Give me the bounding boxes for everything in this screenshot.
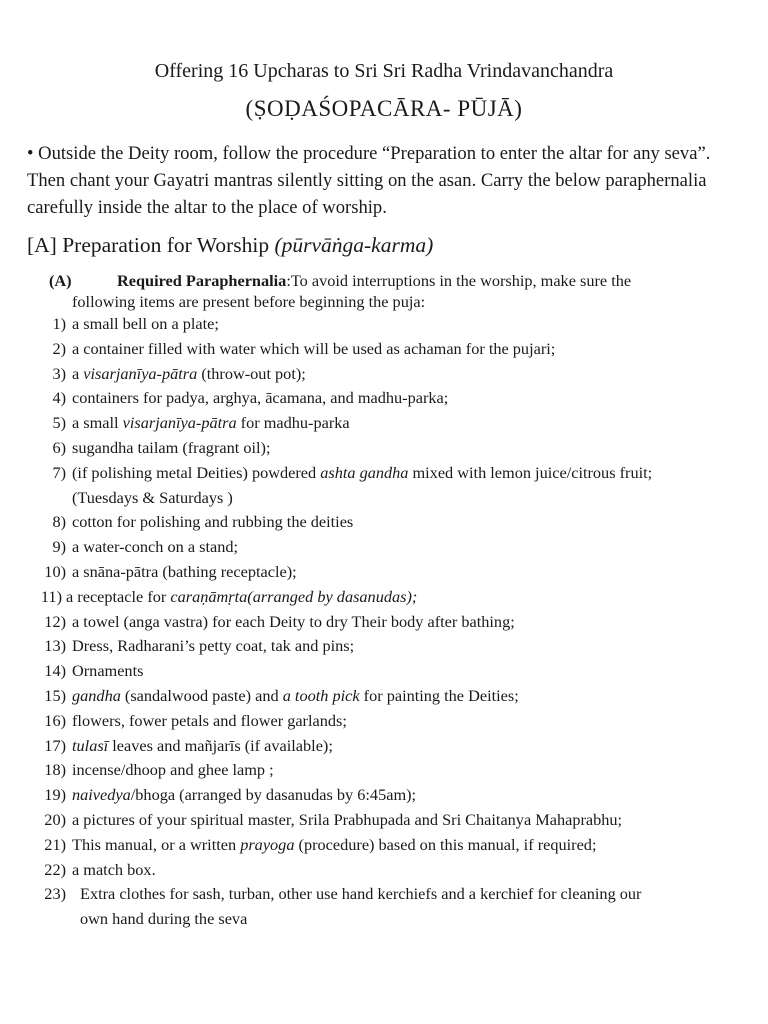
list-item-italic: naivedya xyxy=(72,785,131,805)
list-item-segment: containers for padya, arghya, ācamana, and madhu-parka; xyxy=(72,388,449,408)
list-item-segment: a pictures of your spiritual master, Srila Prabhupada and Sri Chaitanya Mahaprabhu; xyxy=(72,809,623,829)
list-item-text xyxy=(72,684,722,709)
list-item-segment: leaves and mañjarīs (if available); xyxy=(108,735,333,755)
list-item xyxy=(0,560,768,585)
list-item xyxy=(0,585,768,610)
list-item xyxy=(0,535,768,560)
list-item-segment: a water-conch on a stand; xyxy=(72,537,239,557)
list-item-segment: a xyxy=(72,363,84,383)
list-item-number: 2) xyxy=(52,338,66,358)
page-subtitle: (ṢOḌAŚOPACĀRA- PŪJĀ) xyxy=(245,96,523,121)
list-item-continuation: (Tuesdays & Saturdays ) xyxy=(72,487,233,507)
list-item-segment: incense/dhoop and ghee lamp ; xyxy=(72,760,274,780)
list-item-text xyxy=(72,659,722,684)
list-item-text xyxy=(66,585,716,610)
list-item xyxy=(0,783,768,808)
list-item xyxy=(0,734,768,759)
list-item-segment: a receptacle for xyxy=(66,586,171,606)
list-item-segment: (procedure) based on this manual, if required; xyxy=(294,834,597,854)
list-item-text xyxy=(72,808,722,833)
list-item-text xyxy=(72,858,722,883)
list-item xyxy=(0,808,768,833)
list-item xyxy=(0,461,768,511)
list-item xyxy=(0,312,768,337)
section-heading xyxy=(27,231,433,259)
intro-paragraph: • Outside the Deity room, follow the procedure “Preparation to enter the altar for any seva”. Then chant your Gayatri mantras silently sitting on the asan. Carry the below paraphernalia carefully inside the altar to the place of worship. xyxy=(27,143,711,218)
list-item-text xyxy=(72,436,722,461)
list-item-number: 19) xyxy=(44,785,66,805)
list-item-text xyxy=(72,709,722,734)
list-item-number: 17) xyxy=(44,735,66,755)
subsection-label: Required Paraphernalia xyxy=(117,271,287,290)
list-item-number: 6) xyxy=(52,437,66,457)
list-item-number: 9) xyxy=(52,537,66,557)
list-item-text xyxy=(72,461,722,511)
list-item-text xyxy=(72,312,722,337)
subsection-continuation: following items are present before beginning the puja: xyxy=(72,292,426,311)
list-item-italic: tulasī xyxy=(72,735,109,755)
list-item-number: 11) xyxy=(40,586,62,606)
list-item xyxy=(0,858,768,883)
list-item-italic: ashta gandha xyxy=(320,462,409,482)
list-item-text xyxy=(72,560,722,585)
list-item-number: 20) xyxy=(44,809,66,829)
list-item-number: 10) xyxy=(44,561,66,581)
list-item-number: 3) xyxy=(52,363,66,383)
list-item-segment: (if polishing metal Deities) powdered xyxy=(72,462,321,482)
list-item xyxy=(0,362,768,387)
list-item xyxy=(0,411,768,436)
list-item-text xyxy=(72,362,722,387)
list-item-number: 23) xyxy=(44,884,66,904)
list-item-text xyxy=(72,411,722,436)
list-item-number: 21) xyxy=(44,834,66,854)
list-item-number: 16) xyxy=(44,710,66,730)
list-item-text xyxy=(72,610,722,635)
list-item-number: 8) xyxy=(52,512,66,532)
list-item-number: 18) xyxy=(44,760,66,780)
section-heading-italic: (pūrvāṅga-karma) xyxy=(274,233,434,257)
list-item xyxy=(0,610,768,635)
list-item-text xyxy=(72,386,722,411)
list-item-continuation: own hand during the seva xyxy=(80,909,248,929)
list-item-segment: a snāna-pātra (bathing receptacle); xyxy=(72,561,297,581)
list-item-segment: This manual, or a written xyxy=(72,834,241,854)
list-item-segment: a towel (anga vastra) for each Deity to dry Their body after bathing; xyxy=(72,611,515,631)
subsection-marker: (A) xyxy=(49,271,72,290)
list-item-italic: visarjanīya-pātra xyxy=(122,413,237,433)
list-item-segment: sugandha tailam (fragrant oil); xyxy=(72,437,271,457)
list-item-italic: gandha xyxy=(72,685,121,705)
list-item-italic: caraṇāmṛta(arranged by dasanudas); xyxy=(170,586,418,606)
list-item-segment: (throw-out pot); xyxy=(197,363,306,383)
list-item xyxy=(0,386,768,411)
page-title: Offering 16 Upcharas to Sri Sri Radha Vrindavanchandra xyxy=(154,60,614,82)
list-item-segment: a match box. xyxy=(72,859,156,879)
list-item-italic: a tooth pick xyxy=(282,685,360,705)
list-item xyxy=(0,758,768,783)
list-item xyxy=(0,436,768,461)
list-item-segment: flowers, fower petals and flower garlands; xyxy=(72,710,347,730)
section-heading-text: [A] Preparation for Worship xyxy=(27,233,275,257)
list-item-text xyxy=(72,734,722,759)
list-item-segment: mixed with lemon juice/citrous fruit; xyxy=(408,462,653,482)
list-item xyxy=(0,659,768,684)
list-item-text xyxy=(80,882,720,932)
list-item xyxy=(0,833,768,858)
list-item-segment: a container filled with water which will be used as achaman for the pujari; xyxy=(72,338,556,358)
list-item-text xyxy=(72,337,722,362)
list-item-number: 5) xyxy=(52,413,66,433)
list-item xyxy=(0,709,768,734)
list-item-number: 4) xyxy=(52,388,66,408)
list-item-number: 22) xyxy=(44,859,66,879)
list-item-segment: (sandalwood paste) and xyxy=(120,685,283,705)
list-item-text xyxy=(72,535,722,560)
list-item-segment: for painting the Deities; xyxy=(359,685,519,705)
list-item-segment: /bhoga (arranged by dasanudas by 6:45am); xyxy=(130,785,417,805)
list-item-number: 1) xyxy=(52,314,66,333)
list-item-segment: Extra clothes for sash, turban, other use hand kerchiefs and a kerchief for cleaning our xyxy=(80,884,642,904)
list-item-segment: Dress, Radharani’s petty coat, tak and pins; xyxy=(72,636,355,656)
list-item xyxy=(0,684,768,709)
list-item-segment: cotton for polishing and rubbing the deities xyxy=(72,512,354,532)
list-item xyxy=(0,510,768,535)
list-item-text xyxy=(72,758,722,783)
paraphernalia-list xyxy=(0,312,768,932)
subsection-required-paraphernalia xyxy=(49,270,739,312)
list-item-number: 15) xyxy=(44,685,66,705)
list-item-italic: visarjanīya-pātra xyxy=(83,363,198,383)
list-item-text xyxy=(72,783,722,808)
list-item-text xyxy=(72,634,722,659)
list-item-number: 14) xyxy=(44,661,66,681)
list-item-text xyxy=(72,510,722,535)
list-item xyxy=(0,337,768,362)
list-item-number: 7) xyxy=(52,462,66,482)
list-item-segment: Ornaments xyxy=(72,661,144,681)
list-item-number: 12) xyxy=(44,611,66,631)
subsection-text: :To avoid interruptions in the worship, make sure the xyxy=(286,271,632,290)
list-item-segment: a small bell on a plate; xyxy=(72,314,219,333)
list-item-segment: for madhu-parka xyxy=(236,413,350,433)
list-item xyxy=(0,882,768,932)
list-item xyxy=(0,634,768,659)
list-item-segment: a small xyxy=(72,413,123,433)
list-item-italic: prayoga xyxy=(240,834,295,854)
list-item-text xyxy=(72,833,722,858)
list-item-number: 13) xyxy=(44,636,66,656)
